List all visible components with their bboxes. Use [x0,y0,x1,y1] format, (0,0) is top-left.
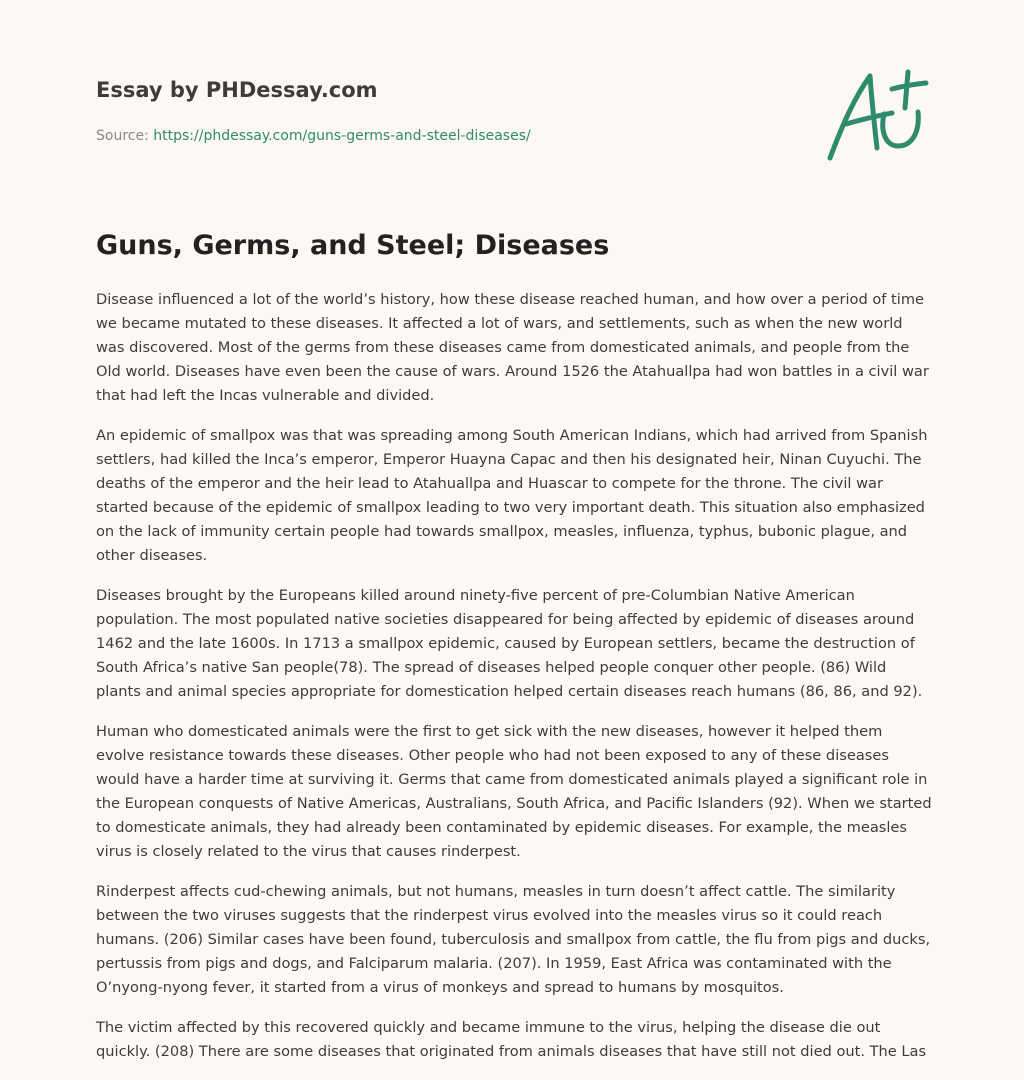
article-paragraph: Human who domesticated animals were the first to get sick with the new diseases, however it helped them evolve resistance towards these diseases. Other people who had not been exposed to any of these diseases would have a harder time at surviving it. Germs that came from domesticated animals played a significant role in the European conquests of Native Americas, Australians, South Africa, and Pacific Islanders (92). When we started to domesticate animals, they had already been contaminated by epidemic diseases. For example, the measles virus is closely related to the virus that causes rinderpest. [96,723,932,860]
source-line [96,126,796,146]
article-paragraph: An epidemic of smallpox was that was spreading among South American Indians, which had arrived from Spanish settlers, had killed the Inca’s emperor, Emperor Huayna Capac and then his designated heir, Ninan Cuyuchi. The deaths of the emperor and the heir lead to Atahuallpa and Huascar to compete for the throne. The civil war started because of the epidemic of smallpox leading to two very important death. This situation also emphasized on the lack of immunity certain people had towards smallpox, measles, influenza, typhus, bubonic plague, and other diseases. [96,427,928,564]
site-header [96,72,796,146]
article-paragraph: The victim affected by this recovered quickly and became immune to the virus, helping the disease die out quickly. (208) There are some diseases that originated from animals diseases that have still not died out. The Las [96,1019,927,1060]
source-link[interactable]: https://phdessay.com/guns-germs-and-steel-diseases/ [153,128,531,144]
source-label: Source: [96,128,149,144]
article-paragraph: Rinderpest affects cud-chewing animals, but not humans, measles in turn doesn’t affect cattle. The similarity between the two viruses suggests that the rinderpest virus evolved into the measles virus so it could reach humans. (206) Similar cases have been found, tuberculosis and smallpox from cattle, the flu from pigs and ducks, pertussis from pigs and dogs, and Falciparum malaria. (207). In 1959, East Africa was contaminated with the O’nyong-nyong fever, it started from a virus of monkeys and spread to humans by mosquitos. [96,883,931,996]
article-title: Guns, Germs, and Steel; Diseases [96,230,610,261]
article [96,226,932,1080]
article-paragraph: Diseases brought by the Europeans killed around ninety-five percent of pre-Columbian Native American population. The most populated native societies disappeared for being affected by epidemic of diseases around 1462 and the late 1600s. In 1713 a smallpox epidemic, caused by European settlers, became the destruction of South Africa’s native San people(78). The spread of diseases helped people conquer other people. (86) Wild plants and animal species appropriate for domestication helped certain diseases reach humans (86, 86, and 92). [96,587,923,700]
brand-title: Essay by PHDessay.com [96,78,378,102]
a-plus-grade-icon [822,64,932,168]
article-paragraph: Disease influenced a lot of the world’s history, how these disease reached human, and how over a period of time we became mutated to these diseases. It affected a lot of wars, and settlements, such as when the new world was discovered. Most of the germs from these diseases came from domesticated animals, and people from the Old world. Diseases have even been the cause of wars. Around 1526 the Atahuallpa had won battles in a civil war that had left the Incas vulnerable and divided. [96,291,929,404]
